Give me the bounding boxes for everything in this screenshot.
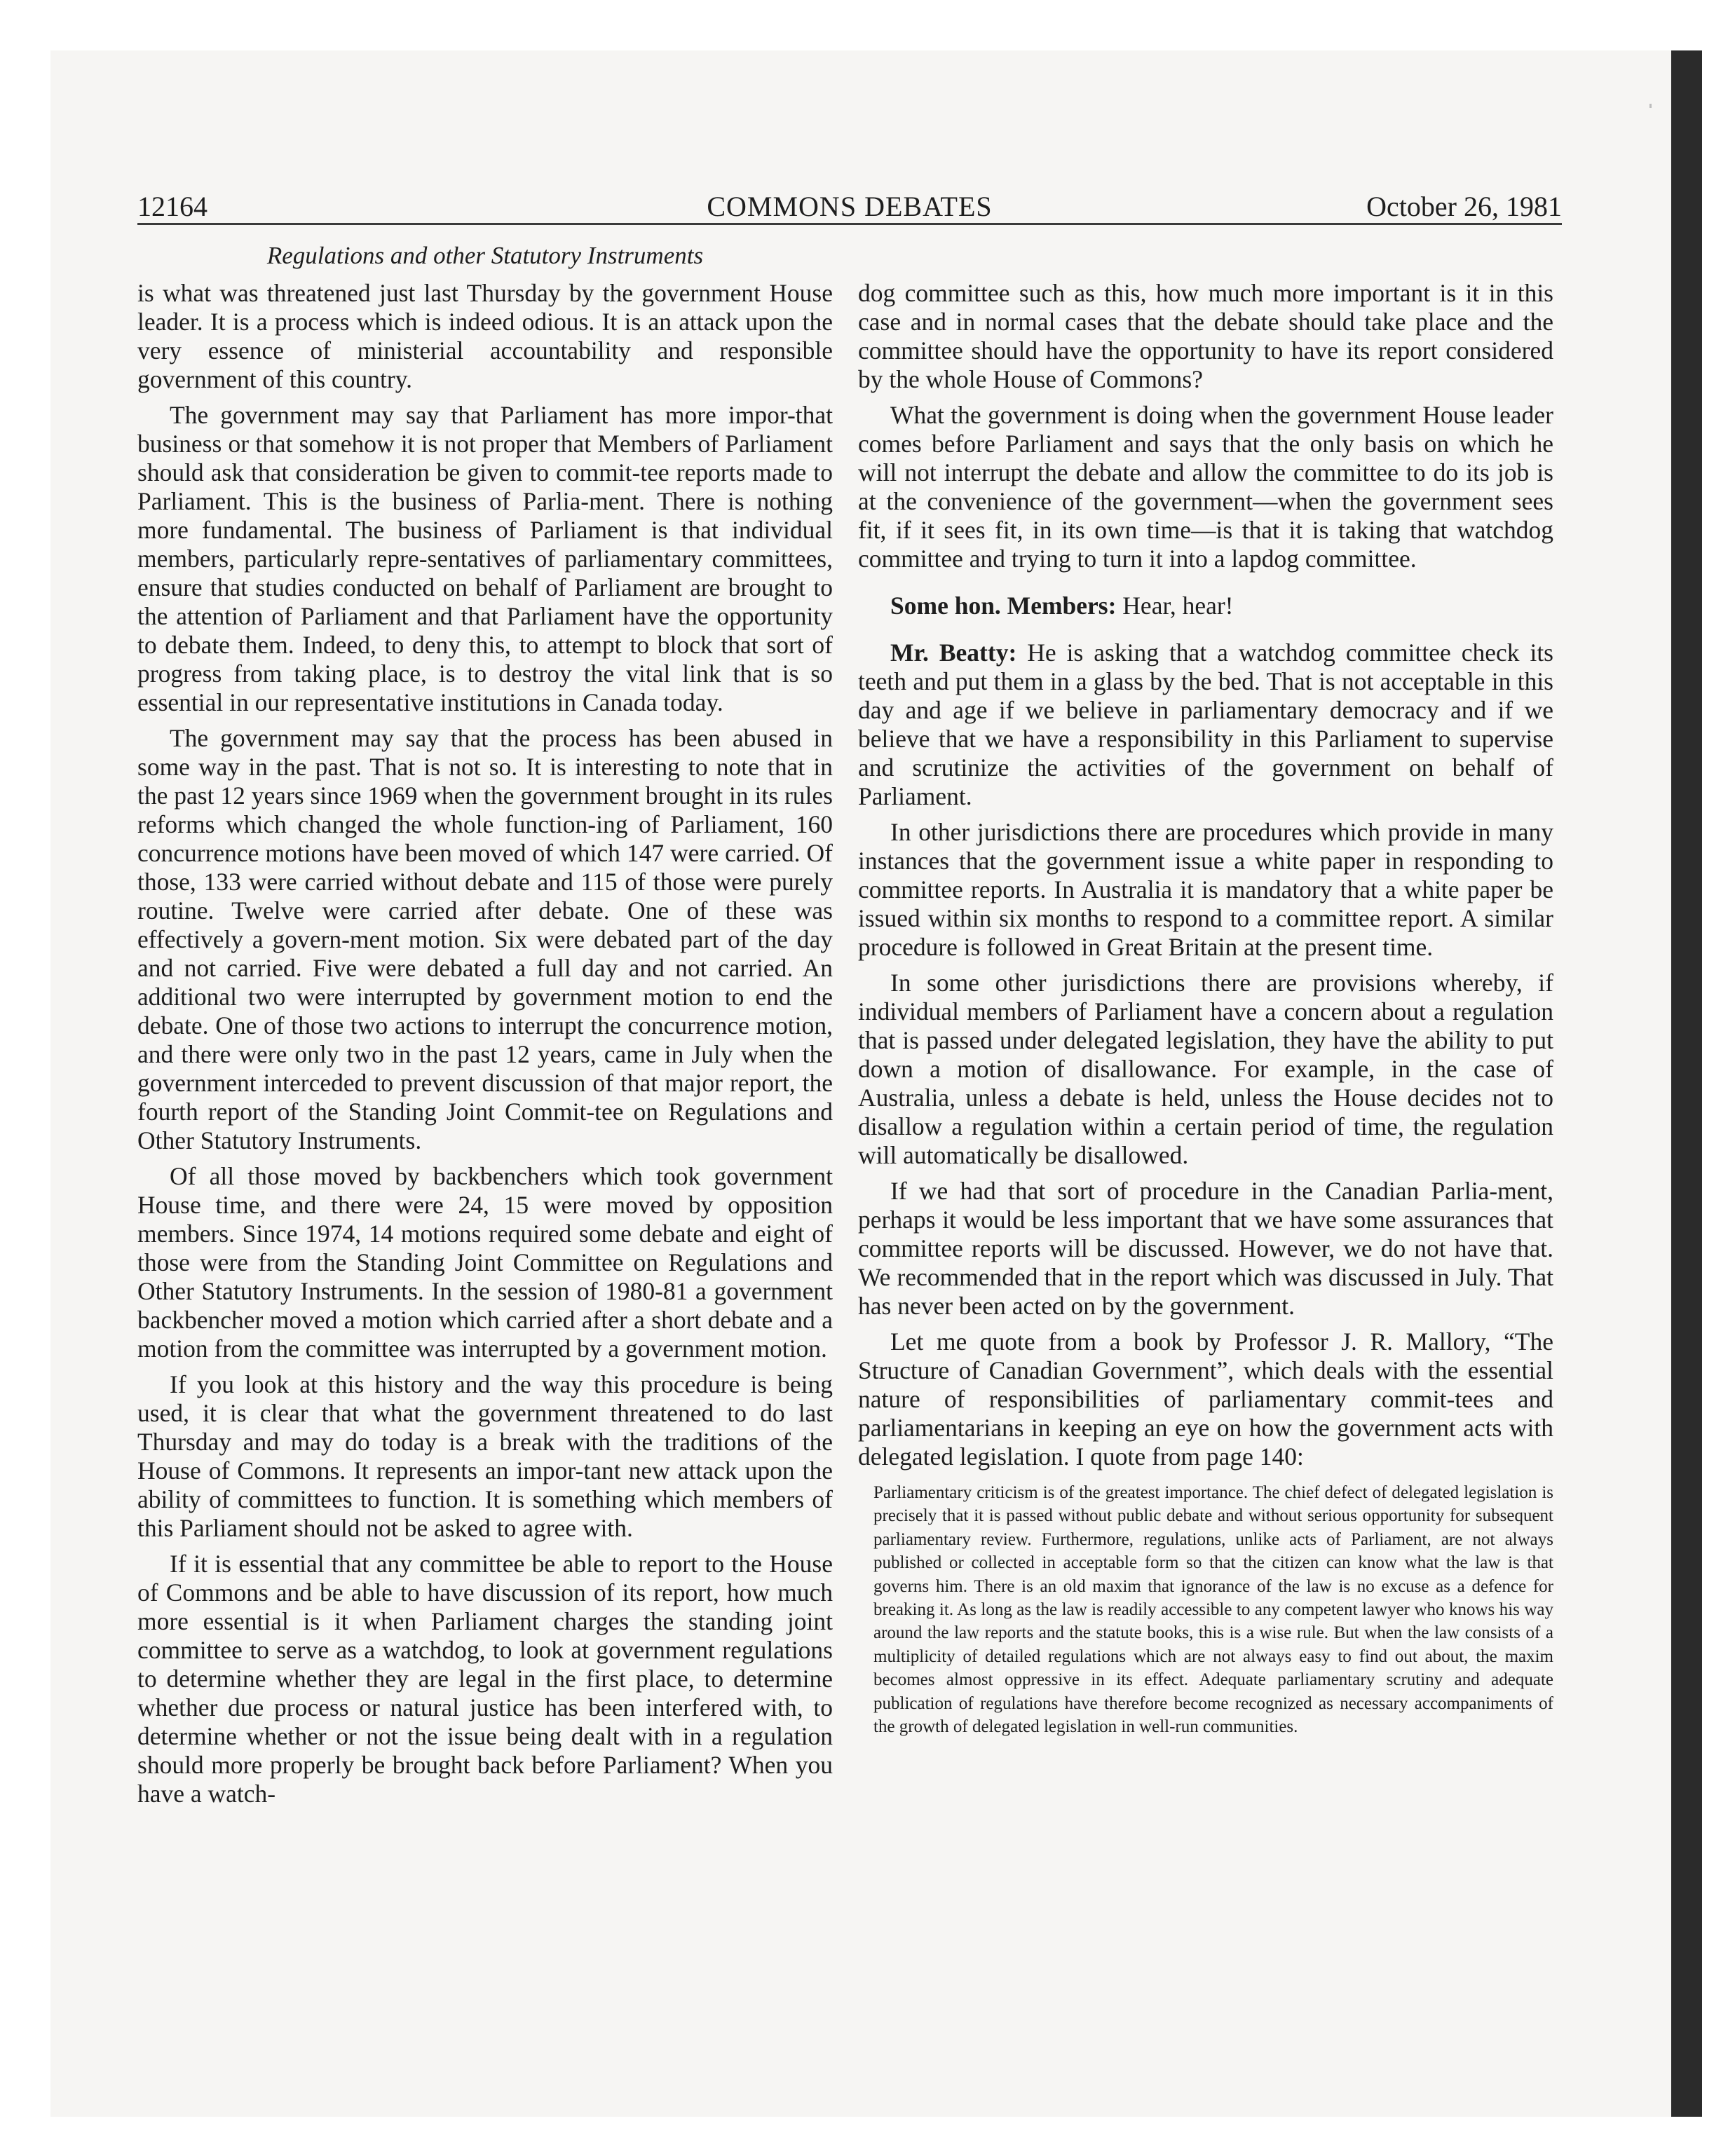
paragraph: Let me quote from a book by Professor J. R. Mallory, “The Structure of Canadian Government”, which deals with the essential nature of responsibilities of parliamentary commit-tees and parliamentarians in keeping an eye on how the government acts with delegated legislation. I quote from page 140:	[858, 1328, 1553, 1471]
paragraph: In some other jurisdictions there are provisions whereby, if individual members of Parliament have a concern about a regulation that is passed under delegated legislation, they have the ability to put down a motion of disallowance. For example, in the case of Australia, unless a debate is held, unless the House decides not to disallow a regulation within a certain period of time, the regulation will automatically be disallowed.	[858, 969, 1553, 1169]
paragraph: dog committee such as this, how much more important is it in this case and in normal cases that the debate should take place and the committee should have the opportunity to have its report considered by the whole House of Commons?	[858, 279, 1553, 393]
page-date: October 26, 1981	[1366, 191, 1562, 222]
paragraph: In other jurisdictions there are procedures which provide in many instances that the government issue a white paper in responding to committee reports. In Australia it is mandatory that a white paper be issued within six months to respond to a committee report. A similar procedure is followed in Great Britain at the present time.	[858, 818, 1553, 961]
running-title: COMMONS DEBATES	[707, 191, 993, 222]
paragraph: If we had that sort of procedure in the Canadian Parlia-ment, perhaps it would be less important that we have some assurances that committee reports will be discussed. However, we do not have that. We recommended that in the report which was discussed in July. That has never been acted on by the government.	[858, 1177, 1553, 1320]
paragraph: The government may say that the process has been abused in some way in the past. That is not so. It is interesting to note that in the past 12 years since 1969 when the government brought in its rules reforms which changed the whole function-ing of Parliament, 160 concurrence motions have been moved of which 147 were carried. Of those, 133 were carried without debate and 115 of those were purely routine. Twelve were carried after debate. One of these was effectively a govern-ment motion. Six were debated part of the day and not carried. Five were debated a full day and not carried. An additional two were interrupted by government motion to end the debate. One of those two actions to interrupt the concurrence motion, and there were only two in the past 12 years, came in July when the government interceded to prevent discussion of that major report, the fourth report of the Standing Joint Commit-tee on Regulations and Other Statutory Instruments.	[137, 724, 833, 1154]
right-column	[858, 279, 1553, 1738]
scan-edge-strip	[1671, 50, 1702, 2117]
paragraph: is what was threatened just last Thursday by the government House leader. It is a process which is indeed odious. It is an attack upon the very essence of ministerial accountability and responsible government of this country.	[137, 279, 833, 393]
section-title: Regulations and other Statutory Instruments	[266, 242, 704, 269]
speech	[858, 639, 1553, 811]
interjection	[858, 592, 1553, 620]
page-number: 12164	[137, 191, 207, 222]
speaker-name: Mr. Beatty:	[890, 639, 1017, 667]
paragraph: If it is essential that any committee be able to report to the House of Commons and be able to have discussion of its report, how much more essential is it when Parliament charges the standing joint committee to serve as a watchdog, to look at government regulations to determine whether they are legal in the first place, to determine whether due process or natural justice has been interfered with, to determine whether or not the issue being dealt with in a regulation should more properly be brought back before Parliament? When you have a watch-	[137, 1550, 833, 1808]
paragraph: What the government is doing when the government House leader comes before Parliament and says that the only basis on which he will not interrupt the debate and allow the committee to do its job is at the convenience of the government—when the government sees fit, if it sees fit, in its own time—is that it is taking that watchdog committee and trying to turn it into a lapdog committee.	[858, 401, 1553, 573]
paragraph: The government may say that Parliament has more impor-that business or that somehow it is not proper that Members of Parliament should ask that consideration be given to commit-tee reports made to Parliament. This is the business of Parlia-ment. There is nothing more fundamental. The business of Parliament is that individual members, particularly repre-sentatives of parliamentary committees, ensure that studies conducted on behalf of Parliament are brought to the attention of Parliament and that Parliament have the opportunity to debate them. Indeed, to deny this, to attempt to block that sort of progress from taking place, is to destroy the vital link that is so essential in our representative institutions in Canada today.	[137, 401, 833, 716]
header-rule	[137, 223, 1562, 225]
scan-speck	[1649, 104, 1652, 108]
speech-text: He is asking that a watchdog committee check its teeth and put them in a glass by the bed. That is not acceptable in this day and age if we believe in parliamentary democracy and if we believe that we have a responsibility in this Parliament to supervise and scrutinize the activities of the government on behalf of Parliament.	[858, 639, 1554, 810]
paragraph: If you look at this history and the way this procedure is being used, it is clear that what the government threatened to do last Thursday and may do today is a break with the traditions of the House of Commons. It represents an impor-tant new attack upon the ability of committees to function. It is something which members of this Parliament should not be asked to agree with.	[137, 1370, 833, 1542]
speaker-name: Some hon. Members:	[890, 592, 1117, 620]
page-header	[137, 188, 1562, 226]
left-column	[137, 279, 833, 1815]
speech-text: Hear, hear!	[1116, 592, 1234, 620]
paragraph: Of all those moved by backbenchers which took government House time, and there were 24, 15 were moved by opposition members. Since 1974, 14 motions required some debate and eight of those were from the Standing Joint Committee on Regulations and Other Statutory Instruments. In the session of 1980-81 a government backbencher moved a motion which carried after a short debate and a motion from the committee was interrupted by a government motion.	[137, 1162, 833, 1363]
block-quote: Parliamentary criticism is of the greatest importance. The chief defect of delegated legislation is precisely that it is passed without public debate and without serious opportunity for subsequent parliamentary review. Furthermore, regulations, unlike acts of Parliament, are not always published or collected in acceptable form so that the citizen can know what the law is that governs him. There is an old maxim that ignorance of the law is no excuse as a defence for breaking it. As long as the law is readily accessible to any competent lawyer who knows his way around the law reports and the statute books, this is a wise rule. But when the law consists of a multiplicity of detailed regulations which are not always easy to find out about, the maxim becomes almost oppressive in its effect. Adequate parliamentary scrutiny and adequate publication of regulations have therefore become recognized as necessary accompaniments of the growth of delegated legislation in well-run communities.	[873, 1483, 1553, 1737]
